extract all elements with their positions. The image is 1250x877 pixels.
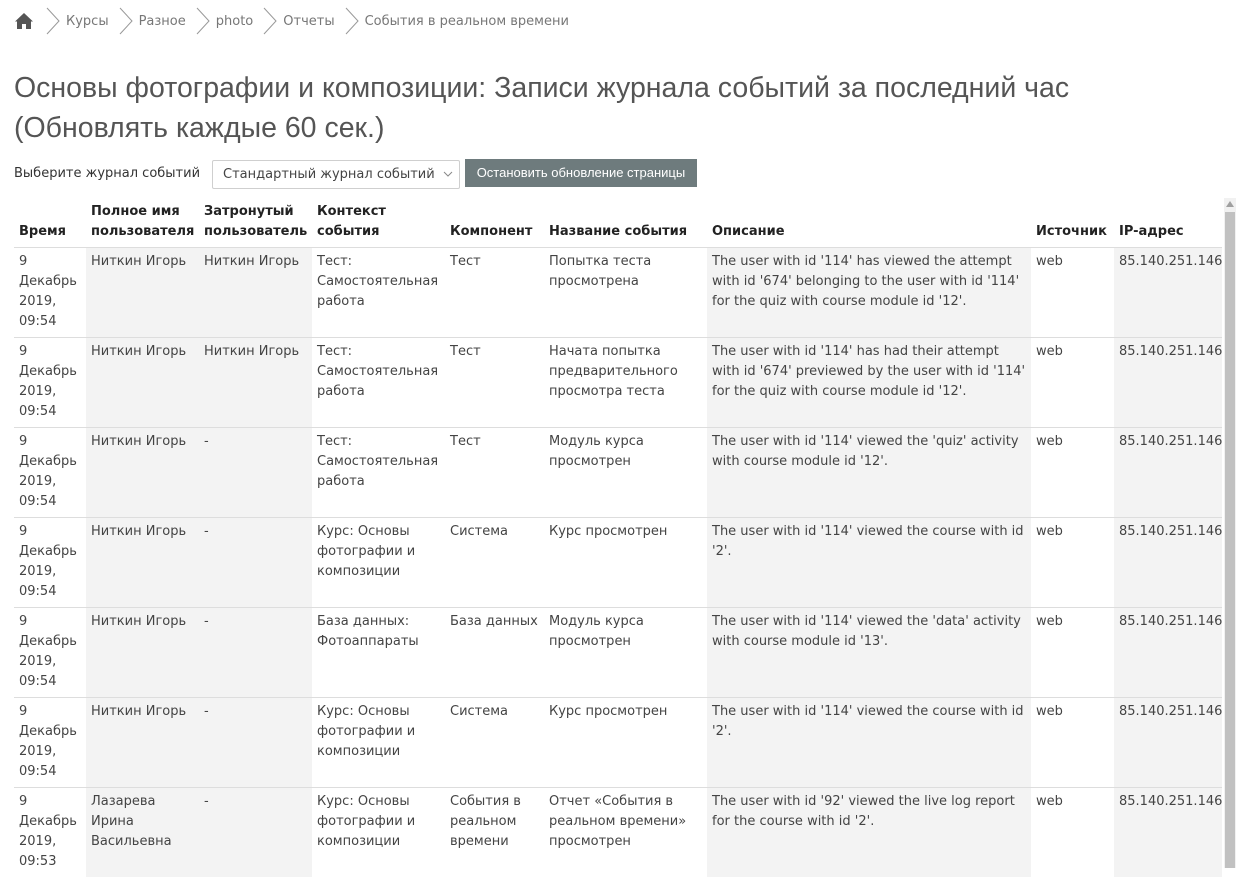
live-log-table xyxy=(14,198,1222,877)
table-header-row xyxy=(14,198,1222,248)
cell-origin: web xyxy=(1031,248,1114,338)
cell-description: The user with id '114' has viewed the attempt with id '674' belonging to the user with id '114' for the quiz with course module id '12'. xyxy=(707,248,1031,338)
chevron-right-icon xyxy=(40,6,62,36)
cell-ip[interactable]: 85.140.251.146 xyxy=(1114,248,1222,338)
cell-origin: web xyxy=(1031,608,1114,698)
column-header-time[interactable]: Время xyxy=(14,198,86,248)
cell-ip[interactable]: 85.140.251.146 xyxy=(1114,698,1222,788)
scroll-up-arrow-icon[interactable] xyxy=(1226,201,1234,207)
cell-fullname[interactable]: Ниткин Игорь xyxy=(86,518,199,608)
cell-context[interactable]: База данных: Фотоаппараты xyxy=(312,608,445,698)
table-row xyxy=(14,608,1222,698)
cell-event-name[interactable]: Попытка теста просмотрена xyxy=(544,248,707,338)
cell-affected-user: - xyxy=(199,698,312,788)
cell-component: Тест xyxy=(445,338,544,428)
table-row xyxy=(14,338,1222,428)
log-reader-label: Выберите журнал событий xyxy=(14,166,200,181)
cell-affected-user[interactable]: Ниткин Игорь xyxy=(199,248,312,338)
cell-event-name[interactable]: Модуль курса просмотрен xyxy=(544,608,707,698)
cell-affected-user: - xyxy=(199,608,312,698)
cell-description: The user with id '114' viewed the course with id '2'. xyxy=(707,698,1031,788)
cell-context[interactable]: Тест: Самостоятельная работа xyxy=(312,428,445,518)
cell-event-name[interactable]: Курс просмотрен xyxy=(544,518,707,608)
cell-origin: web xyxy=(1031,428,1114,518)
column-header-event-name[interactable]: Название события xyxy=(544,198,707,248)
cell-event-name[interactable]: Модуль курса просмотрен xyxy=(544,428,707,518)
column-header-ip[interactable]: IP-адрес xyxy=(1114,198,1222,248)
cell-ip[interactable]: 85.140.251.146 xyxy=(1114,608,1222,698)
cell-context[interactable]: Тест: Самостоятельная работа xyxy=(312,248,445,338)
cell-origin: web xyxy=(1031,518,1114,608)
column-header-context[interactable]: Контекст события xyxy=(312,198,445,248)
chevron-right-icon xyxy=(113,6,135,36)
cell-origin: web xyxy=(1031,698,1114,788)
cell-fullname[interactable]: Ниткин Игорь xyxy=(86,608,199,698)
cell-fullname[interactable]: Лазарева Ирина Васильевна xyxy=(86,788,199,877)
cell-description: The user with id '114' viewed the 'data' activity with course module id '13'. xyxy=(707,608,1031,698)
cell-component: Тест xyxy=(445,248,544,338)
cell-time: 9 Декабрь 2019, 09:54 xyxy=(14,518,86,608)
cell-affected-user: - xyxy=(199,518,312,608)
table-row xyxy=(14,698,1222,788)
log-controls xyxy=(14,159,697,187)
column-header-affected-user[interactable]: Затронутый пользователь xyxy=(199,198,312,248)
cell-affected-user: - xyxy=(199,428,312,518)
cell-time: 9 Декабрь 2019, 09:54 xyxy=(14,338,86,428)
cell-origin: web xyxy=(1031,788,1114,877)
cell-context[interactable]: Курс: Основы фотографии и композиции xyxy=(312,788,445,877)
cell-context[interactable]: Курс: Основы фотографии и композиции xyxy=(312,518,445,608)
scrollbar-thumb[interactable] xyxy=(1225,212,1235,868)
cell-ip[interactable]: 85.140.251.146 xyxy=(1114,518,1222,608)
cell-fullname[interactable]: Ниткин Игорь xyxy=(86,428,199,518)
column-header-description: Описание xyxy=(707,198,1031,248)
page-title xyxy=(14,68,1194,148)
cell-time: 9 Декабрь 2019, 09:54 xyxy=(14,698,86,788)
stop-refresh-button[interactable]: Остановить обновление страницы xyxy=(465,159,698,187)
cell-context[interactable]: Тест: Самостоятельная работа xyxy=(312,338,445,428)
breadcrumb-item-live-logs: События в реальном времени xyxy=(365,14,569,29)
chevron-down-icon xyxy=(443,170,453,178)
cell-time: 9 Декабрь 2019, 09:54 xyxy=(14,608,86,698)
chevron-right-icon xyxy=(190,6,212,36)
cell-fullname[interactable]: Ниткин Игорь xyxy=(86,338,199,428)
column-header-component[interactable]: Компонент xyxy=(445,198,544,248)
cell-ip[interactable]: 85.140.251.146 xyxy=(1114,428,1222,518)
breadcrumb-item-reports[interactable]: Отчеты xyxy=(283,14,334,29)
breadcrumb-item-photo[interactable]: photo xyxy=(216,14,254,29)
cell-description: The user with id '92' viewed the live log report for the course with id '2'. xyxy=(707,788,1031,877)
cell-affected-user[interactable]: Ниткин Игорь xyxy=(199,338,312,428)
cell-component: Система xyxy=(445,518,544,608)
cell-fullname[interactable]: Ниткин Игорь xyxy=(86,248,199,338)
cell-event-name[interactable]: Начата попытка предварительного просмотра теста xyxy=(544,338,707,428)
page-title-line1: Основы фотографии и композиции: Записи журнала событий за последний час xyxy=(14,72,1069,104)
chevron-right-icon xyxy=(257,6,279,36)
cell-ip[interactable]: 85.140.251.146 xyxy=(1114,788,1222,877)
cell-ip[interactable]: 85.140.251.146 xyxy=(1114,338,1222,428)
cell-component: База данных xyxy=(445,608,544,698)
table-row xyxy=(14,248,1222,338)
cell-event-name[interactable]: Курс просмотрен xyxy=(544,698,707,788)
cell-time: 9 Декабрь 2019, 09:54 xyxy=(14,248,86,338)
cell-component: Система xyxy=(445,698,544,788)
home-icon[interactable] xyxy=(14,11,36,31)
cell-time: 9 Декабрь 2019, 09:54 xyxy=(14,428,86,518)
cell-time: 9 Декабрь 2019, 09:53 xyxy=(14,788,86,877)
breadcrumb xyxy=(14,6,569,36)
live-log-table-wrapper xyxy=(14,198,1222,877)
cell-description: The user with id '114' has had their attempt with id '674' previewed by the user with id '114' for the quiz with course module id '12'. xyxy=(707,338,1031,428)
column-header-fullname[interactable]: Полное имя пользователя xyxy=(86,198,199,248)
cell-affected-user: - xyxy=(199,788,312,877)
cell-description: The user with id '114' viewed the course with id '2'. xyxy=(707,518,1031,608)
cell-origin: web xyxy=(1031,338,1114,428)
log-reader-select-value: Стандартный журнал событий xyxy=(223,167,435,182)
cell-component: Тест xyxy=(445,428,544,518)
vertical-scrollbar[interactable] xyxy=(1224,198,1236,868)
cell-context[interactable]: Курс: Основы фотографии и композиции xyxy=(312,698,445,788)
page-title-line2: (Обновлять каждые 60 сек.) xyxy=(14,112,384,144)
table-row xyxy=(14,788,1222,877)
chevron-right-icon xyxy=(339,6,361,36)
breadcrumb-item-misc[interactable]: Разное xyxy=(139,14,186,29)
table-row xyxy=(14,428,1222,518)
column-header-origin[interactable]: Источник xyxy=(1031,198,1114,248)
table-row xyxy=(14,518,1222,608)
log-reader-select[interactable] xyxy=(212,160,460,189)
breadcrumb-item-courses[interactable]: Курсы xyxy=(66,14,109,29)
cell-component: События в реальном времени xyxy=(445,788,544,877)
cell-event-name[interactable]: Отчет «События в реальном времени» просмотрен xyxy=(544,788,707,877)
cell-fullname[interactable]: Ниткин Игорь xyxy=(86,698,199,788)
cell-description: The user with id '114' viewed the 'quiz' activity with course module id '12'. xyxy=(707,428,1031,518)
